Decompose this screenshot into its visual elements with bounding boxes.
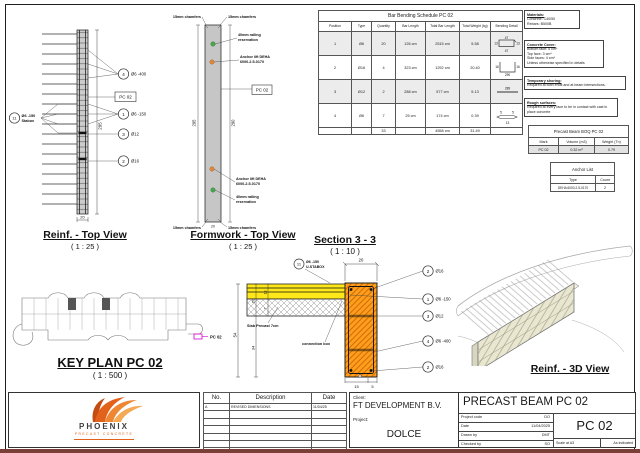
callout-num: 2 xyxy=(426,268,430,274)
phoenix-logo-icon xyxy=(9,394,199,423)
cell: 20 xyxy=(372,32,396,56)
detail-dim: 47 xyxy=(504,48,508,53)
callout-label: Ø6 -400 xyxy=(435,338,451,344)
col-header: Total Bar Length xyxy=(426,22,460,32)
callout-3 xyxy=(118,129,139,139)
callout-11-num: 11 xyxy=(296,261,302,267)
meta-value: DO xyxy=(544,414,550,419)
callout-label: Ø12 xyxy=(435,313,444,319)
temporary-shoring-note xyxy=(524,76,626,90)
revision-row xyxy=(204,404,347,411)
revision-row-empty xyxy=(204,433,347,440)
col-header: Total Weight (kg) xyxy=(460,22,491,32)
railing-label-top-2: reservation xyxy=(238,38,258,42)
cover-title: Concrete Cover: xyxy=(527,42,556,47)
pc02-tag xyxy=(115,92,136,102)
cell: 288 cm xyxy=(396,80,426,104)
callout-num: 1 xyxy=(426,296,430,302)
bbs-row xyxy=(319,80,523,104)
col-header: Description xyxy=(230,393,312,404)
view3d-title: Reinf. - 3D View xyxy=(530,363,610,375)
callout-11-label2: Stabox xyxy=(21,118,35,123)
dim-left: 295 xyxy=(191,119,197,127)
cover-line: Bottom face: 5 cm* xyxy=(527,47,558,52)
keyplan-title: KEY PLAN PC 02 xyxy=(57,355,163,370)
materials-line: Concrete: C40/50 xyxy=(527,17,556,22)
cell: 25 cm xyxy=(396,104,426,128)
dim-13: 13 xyxy=(263,290,268,295)
protruding-bars xyxy=(42,34,77,204)
rough-surfaces-note xyxy=(524,98,618,117)
callout-2-top xyxy=(423,266,444,276)
total-weight: 31.49 xyxy=(460,128,491,135)
cell: 0.32 m³ xyxy=(559,146,595,154)
cell: 4 xyxy=(372,56,396,80)
reinf-3d-drawing xyxy=(452,240,638,366)
col-header: Type xyxy=(551,176,596,184)
callout-label: Ø6 -150 xyxy=(435,296,451,302)
boq-table xyxy=(528,125,629,154)
concrete-cover-note xyxy=(524,40,604,68)
anchor-label-bot-1: Anchor lift DEHA xyxy=(236,177,266,181)
drawing-title: PRECAST BEAM PC 02 xyxy=(459,393,635,414)
formwork-view-scale: ( 1 : 25 ) xyxy=(229,242,257,251)
connection-box-label: connection box xyxy=(302,342,331,346)
total-quantity: 33 xyxy=(372,128,396,135)
callout-4 xyxy=(118,69,147,79)
dim-34: 34 xyxy=(250,345,256,351)
railing-label-top-1: 40mm railing xyxy=(238,33,261,37)
client-name: FT DEVELOPMENT B.V. xyxy=(353,401,442,410)
detail-dim: 16 xyxy=(494,64,499,69)
col-header: Mark xyxy=(529,138,559,146)
logo-subtitle: PRECAST CONCRETE xyxy=(74,431,134,436)
cell: REVISED DIMENSIONS xyxy=(230,404,312,411)
callout-11-label: Ø6 -150 xyxy=(306,260,319,264)
formwork-top-view-drawing xyxy=(168,8,318,230)
chamfer-label-tl: 15mm chamfers xyxy=(172,15,201,19)
anchor-list-table xyxy=(550,162,615,192)
col-header: Date xyxy=(312,393,347,404)
meta-row xyxy=(459,432,553,441)
dim-width: 20 xyxy=(211,224,215,229)
callout-11 xyxy=(9,113,35,123)
formwork-view-title: Formwork - Top View xyxy=(190,229,296,241)
callout-1 xyxy=(118,109,147,119)
detail-dim: 5 xyxy=(511,109,514,114)
materials-line: Rebars: B500B xyxy=(527,21,552,26)
key-plan-drawing xyxy=(8,268,230,356)
revision-row-empty xyxy=(204,426,347,433)
cell: 0.79 xyxy=(595,146,629,154)
callout-3-label: Ø12 xyxy=(131,131,139,137)
cell: 2 xyxy=(596,184,615,192)
meta-label: Project code xyxy=(461,414,483,419)
callout-1 xyxy=(423,294,452,304)
anchor-list-title: Anchor List xyxy=(551,163,615,176)
beam-cross-section xyxy=(345,283,377,377)
materials-title: Materials: xyxy=(527,12,545,17)
bar-bending-schedule-table xyxy=(318,10,523,135)
col-header: Type xyxy=(352,22,372,32)
col-header: Bar Length xyxy=(396,22,426,32)
detail-dim: 16 xyxy=(515,64,520,69)
revision-header-row xyxy=(204,393,347,404)
meta-label: Date xyxy=(461,423,470,428)
callout-1-label: Ø6 -150 xyxy=(131,111,147,117)
stair-cores xyxy=(68,298,110,310)
dim-5: 5 xyxy=(371,383,374,389)
bbs-title: Bar Bending Schedule PC 02 xyxy=(319,11,523,22)
callout-11-num: 11 xyxy=(12,115,17,121)
col-header: Position xyxy=(319,22,352,32)
detail-dim: 47 xyxy=(504,35,508,40)
cell: Ø6 xyxy=(352,104,372,128)
meta-value: SO xyxy=(544,441,550,446)
col-header: Bending Detail xyxy=(491,22,523,32)
callout-1-num: 1 xyxy=(122,111,125,117)
bending-detail-flat xyxy=(491,104,523,128)
dim-top: 20 xyxy=(358,257,364,263)
detail-dim: 13 xyxy=(493,41,498,46)
beam-strip xyxy=(77,30,88,214)
cell: Ø16 xyxy=(352,56,372,80)
meta-row xyxy=(459,441,553,449)
client-label: Client: xyxy=(353,395,366,400)
revision-table xyxy=(203,392,347,453)
col-header: No. xyxy=(204,393,230,404)
cover-line: Top face: 3 cm* xyxy=(527,51,552,56)
cell: 1 xyxy=(319,32,352,56)
col-header: Count xyxy=(596,176,615,184)
callout-label: Ø16 xyxy=(435,364,444,370)
callout-11 xyxy=(294,259,325,269)
shoring-title: Temporary shoring: xyxy=(527,78,562,83)
callout-4-num: 4 xyxy=(122,71,125,77)
topping-slab xyxy=(247,284,345,299)
detail-dim: 5 xyxy=(499,109,502,114)
chamfer-label-tr: 15mm chamfers xyxy=(228,15,257,19)
dim-right: 290 xyxy=(230,119,236,127)
cell: PC 02 xyxy=(529,146,559,154)
boq-header-row xyxy=(529,138,629,146)
cell: 3 xyxy=(319,80,352,104)
cell: 4 xyxy=(319,104,352,128)
anchor-label-top-1: Anchor lift DEHA xyxy=(240,55,270,59)
meta-value: 11/04/2025 xyxy=(531,423,550,428)
col-header: Weight (Tn) xyxy=(595,138,629,146)
pc02-marker-label: PC 02 xyxy=(210,334,222,340)
cover-line: Side faces: 4 cm* xyxy=(527,56,555,61)
section-view-scale: ( 1 : 10 ) xyxy=(330,247,360,256)
dim-15: 15 xyxy=(354,383,359,389)
detail-dim: 289 xyxy=(504,86,510,91)
col-header: Volume (m3) xyxy=(559,138,595,146)
bbs-row xyxy=(319,56,523,80)
callout-11-label2: U-STABOX xyxy=(306,265,325,269)
callout-2-bottom xyxy=(423,362,444,372)
dim-7: 7 xyxy=(263,307,268,310)
boq-row xyxy=(529,146,629,154)
callout-11-label: Ø6 -150 xyxy=(21,113,36,118)
precast-slab xyxy=(247,299,345,316)
rough-line: Required at every face to be in contact with cast in place concrete xyxy=(527,105,608,114)
cell: Ø12 xyxy=(352,80,372,104)
callout-4 xyxy=(423,336,452,346)
revision-row-empty xyxy=(204,440,347,447)
callout-num: 2 xyxy=(426,364,430,370)
reinf-view-title: Reinf. - Top View xyxy=(43,229,127,241)
bending-detail-ubar xyxy=(491,56,523,80)
scale-value: As indicated xyxy=(613,440,633,445)
dim-width: 20 xyxy=(80,214,85,220)
reinf-top-view-drawing xyxy=(8,8,168,228)
cell: Ø6 xyxy=(352,32,372,56)
detail-dim: 13 xyxy=(515,41,520,46)
dim-20: 20 xyxy=(250,298,256,304)
meta-row xyxy=(459,423,553,432)
cell: 7 xyxy=(372,104,396,128)
cell: 2 xyxy=(372,80,396,104)
dim-length: 295 xyxy=(97,122,103,130)
callout-4-label: Ø6 -400 xyxy=(131,71,147,77)
bending-detail-straight xyxy=(491,80,523,104)
drawing-title-box xyxy=(458,392,636,448)
materials-note xyxy=(524,10,580,29)
cell: DEHA 6000-2.5-0170 xyxy=(551,184,596,192)
meta-label: Drawn by xyxy=(461,432,478,437)
total-bar-length: 4558 cm xyxy=(426,128,460,135)
meta-value: DMT xyxy=(541,432,550,437)
pc02-tag xyxy=(252,85,272,95)
revision-row-empty xyxy=(204,418,347,425)
bbs-row xyxy=(319,104,523,128)
railing-label-bot-2: reservation xyxy=(236,200,256,204)
cell: A xyxy=(204,404,230,411)
section-view-title: Section 3 - 3 xyxy=(314,234,376,246)
cell: 174 cm xyxy=(426,104,460,128)
cell: 1292 cm xyxy=(426,56,460,80)
callout-3 xyxy=(423,311,444,321)
callout-num: 3 xyxy=(426,313,430,319)
logo-rule xyxy=(74,439,134,440)
callout-3-num: 3 xyxy=(122,131,125,137)
meta-label: Checked by xyxy=(461,441,482,446)
client-project-box xyxy=(349,392,459,448)
revision-row-empty xyxy=(204,411,347,418)
cell: 2515 cm xyxy=(426,32,460,56)
project-label: Project: xyxy=(353,417,369,422)
sheet-code: PC 02 xyxy=(554,414,635,440)
anchor-header-row xyxy=(551,176,615,184)
pc02-tag-label: PC 02 xyxy=(255,87,269,93)
boq-title: Precast Beam BOQ PC 02 xyxy=(529,126,629,138)
anchor-row xyxy=(551,184,615,192)
project-name: DOLCE xyxy=(386,429,422,440)
anchor-label-top-2: 6000-2.5-0170 xyxy=(240,60,264,64)
chamfer-label-bl: 15mm chamfers xyxy=(172,226,201,230)
rough-title: Rough surfaces: xyxy=(527,100,557,105)
pc02-tag-label: PC 02 xyxy=(119,94,132,100)
scale-label: Scale at A3 xyxy=(554,439,601,448)
detail-dim: 290 xyxy=(504,72,510,77)
cell: 5.13 xyxy=(460,80,491,104)
callout-num: 4 xyxy=(426,338,430,344)
section-3-3-drawing xyxy=(230,255,455,390)
bottom-edge-strip xyxy=(0,449,640,453)
cover-line: Unless otherwise specified in details xyxy=(527,60,585,65)
reinf-view-scale: ( 1 : 25 ) xyxy=(71,242,99,251)
bbs-header-row xyxy=(319,22,523,32)
cell: 20.40 xyxy=(460,56,491,80)
anchor-label-bot-2: 6000-2.5-0170 xyxy=(236,182,260,186)
detail-dim: 13 xyxy=(505,120,509,125)
logo-box xyxy=(8,392,200,448)
shoring-line: Required at both ends and at beam intersections. xyxy=(527,83,606,88)
callout-2-label: Ø16 xyxy=(131,158,139,164)
bbs-totals-row xyxy=(319,128,523,135)
pc02-location-marker xyxy=(194,334,222,340)
cell: 577 cm xyxy=(426,80,460,104)
col-header: Quantity xyxy=(372,22,396,32)
logo-name: PHOENIX xyxy=(78,422,129,431)
callout-label: Ø16 xyxy=(435,268,444,274)
bbs-row xyxy=(319,32,523,56)
meta-row xyxy=(459,414,553,423)
keyplan-scale: ( 1 : 500 ) xyxy=(92,371,128,380)
cell: 2 xyxy=(319,56,352,80)
callout-2-num: 2 xyxy=(122,158,125,164)
chamfer-label-br: 15mm chamfers xyxy=(228,226,257,230)
dim-54: 54 xyxy=(232,332,238,338)
slab-precast-label: Slab Precast 7cm xyxy=(247,324,279,328)
bending-detail-stirrup xyxy=(491,32,523,56)
cell: 11/04/25 xyxy=(312,404,347,411)
formwork-bar xyxy=(205,25,221,222)
cell: 0.39 xyxy=(460,104,491,128)
cell: 5.58 xyxy=(460,32,491,56)
railing-label-bot-1: 40mm railing xyxy=(236,195,259,199)
cell: 323 cm xyxy=(396,56,426,80)
cell: 126 cm xyxy=(396,32,426,56)
callout-2 xyxy=(118,156,139,166)
